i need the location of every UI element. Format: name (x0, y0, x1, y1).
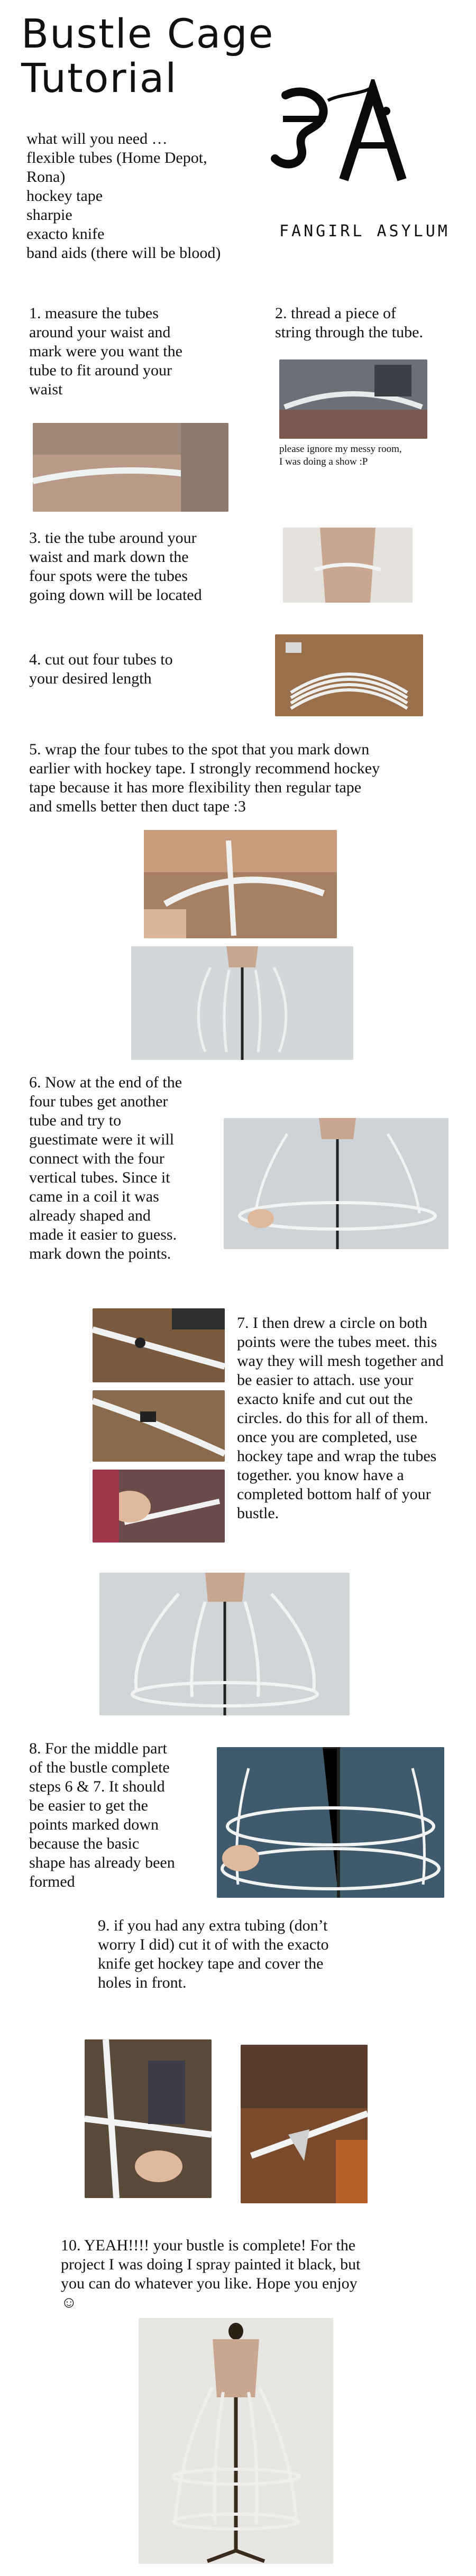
step7-cut-photo-3 (93, 1470, 225, 1543)
logo-caption: FANGIRL ASYLUM (279, 222, 450, 241)
logo-monogram-icon (264, 79, 423, 185)
step-2-text: 2. thread a piece of string through the tube. (275, 304, 423, 341)
step7-cut-photo-1 (93, 1308, 225, 1382)
step5-cage-photo (131, 946, 353, 1060)
bottom-half-photo (99, 1573, 350, 1715)
step-10-text: 10. YEAH!!!! your bustle is complete! For the project I was doing I spray painted it black, but you can do whatever you like. Hope you enjoy ☺ (61, 2237, 361, 2311)
page-title (21, 12, 274, 100)
step-1-text: 1. measure the tubes around your waist and mark were you want the tube to fit around your waist (29, 304, 182, 398)
step-3-text: 3. tie the tube around your waist and mark down the four spots were the tubes going down will be located (29, 529, 202, 604)
supply-item: flexible tubes (Home Depot, (26, 149, 207, 167)
step5-tape-photo (144, 830, 337, 938)
supply-item: exacto knife (26, 225, 105, 243)
step6-hoop-photo (224, 1118, 448, 1249)
title-line-2: Tutorial (21, 54, 178, 101)
step9-photo-1 (85, 2039, 212, 2198)
step7-cut-photo-2 (93, 1390, 225, 1462)
step4-tubes-photo (275, 634, 423, 716)
step8-middle-photo (217, 1747, 444, 1898)
step3-dressform-photo (283, 528, 413, 603)
title-line-1: Bustle Cage (21, 10, 274, 57)
final-bustle-photo (139, 2318, 333, 2564)
supply-item: hockey tape (26, 187, 103, 205)
supplies-list (26, 130, 254, 263)
supplies-heading: what will you need … (26, 130, 168, 147)
step-9-text: 9. if you had any extra tubing (don’t worry I did) cut it of with the exacto knife get hockey tape and cover the holes in front. (98, 1917, 329, 1991)
fangirl-asylum-logo (264, 79, 423, 185)
step-7-text: 7. I then drew a circle on both points were the tubes meet. this way they will mesh together and be easier to attach. use your exacto knife and cut out the circles. do this for all of them. once you are completed, use hockey tape and wrap the tubes together. you know have a completed bottom half of your bustle. (237, 1314, 444, 1522)
step-8-text: 8. For the middle part of the bustle complete steps 6 & 7. It should be easier to get the points marked down because the basic shape has already been formed (29, 1740, 175, 1890)
step-4-text: 4. cut out four tubes to your desired length (29, 651, 173, 687)
step-2-note: please ignore my messy room, I was doing a show :P (279, 444, 402, 467)
step2-string-photo (279, 359, 427, 439)
supply-item: sharpie (26, 206, 72, 224)
step-6-text: 6. Now at the end of the four tubes get another tube and try to guestimate were it will connect with the four vertical tubes. Since it came in a coil it was already shaped and made it easier to guess. mark down the points. (29, 1074, 182, 1262)
supply-item: band aids (there will be blood) (26, 244, 221, 262)
step-5-text: 5. wrap the four tubes to the spot that you mark down earlier with hockey tape. I strongly recommend hockey tape because it has more flexibility then regular tape and smells better then duct tape :3 (29, 741, 380, 815)
supply-item: Rona) (26, 168, 66, 186)
step9-photo-2 (241, 2045, 368, 2203)
step1-waist-photo (33, 423, 228, 512)
